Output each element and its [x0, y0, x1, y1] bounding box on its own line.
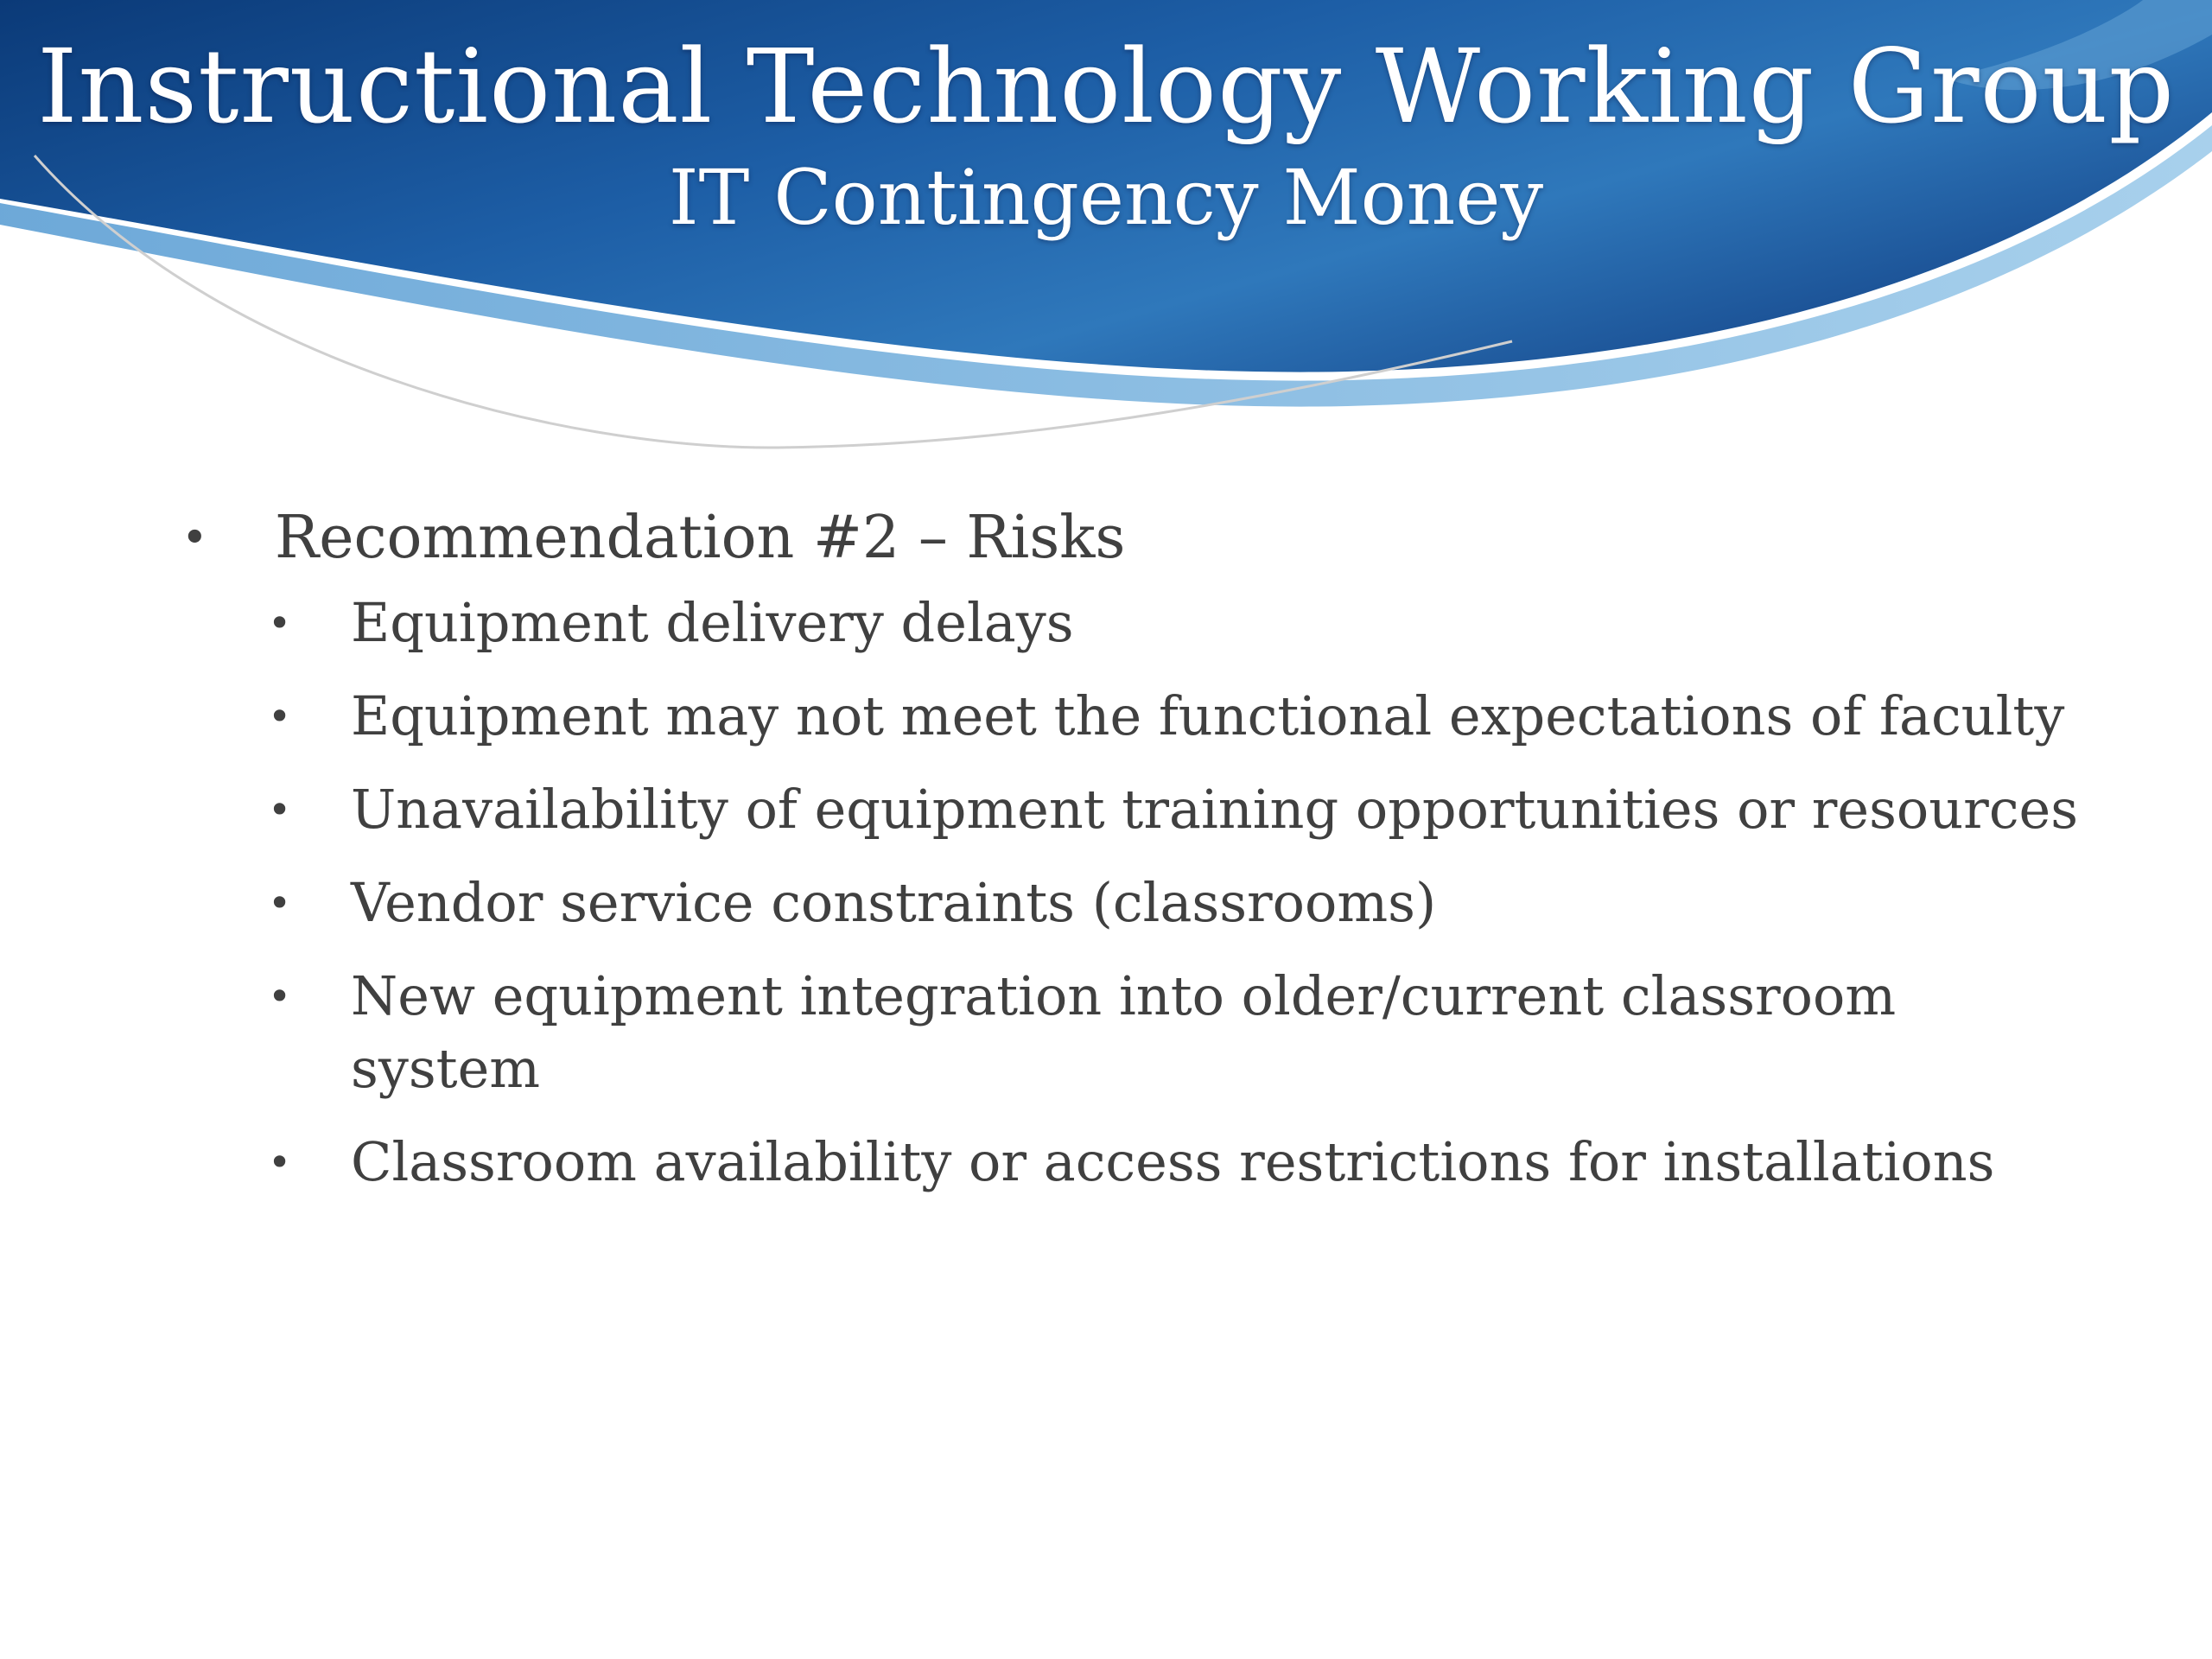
slide-subtitle: IT Contingency Money — [668, 153, 1544, 242]
main-bullet-text: Recommendation #2 – Risks — [275, 504, 1126, 572]
title-block — [0, 26, 2212, 245]
bullet-content — [181, 497, 2082, 1219]
list-item — [268, 1126, 2082, 1198]
list-item — [268, 867, 2082, 939]
list-item — [268, 587, 2082, 659]
list-item-text: Equipment may not meet the functional expectations of faculty — [351, 684, 2065, 747]
list-item-text: New equipment integration into older/current classroom system — [351, 964, 1897, 1100]
bullet-icon: • — [268, 973, 292, 1020]
main-bullet-item — [181, 497, 2082, 580]
list-item — [268, 680, 2082, 753]
bullet-icon: • — [268, 786, 292, 833]
list-item-text: Classroom availability or access restrictions for installations — [351, 1130, 1995, 1193]
bullet-icon: • — [268, 600, 292, 646]
list-item-text: Equipment delivery delays — [351, 591, 1074, 654]
list-item — [268, 960, 2082, 1105]
sub-bullet-list — [268, 587, 2082, 1198]
bullet-icon: • — [181, 512, 208, 564]
slide-title: Instructional Technology Working Group — [36, 27, 2176, 146]
list-item — [268, 773, 2082, 846]
list-item-text: Vendor service constraints (classrooms) — [351, 871, 1437, 934]
bullet-icon: • — [268, 693, 292, 740]
bullet-icon: • — [268, 1139, 292, 1185]
bullet-icon: • — [268, 880, 292, 926]
list-item-text: Unavailability of equipment training opportunities or resources — [351, 778, 2079, 841]
